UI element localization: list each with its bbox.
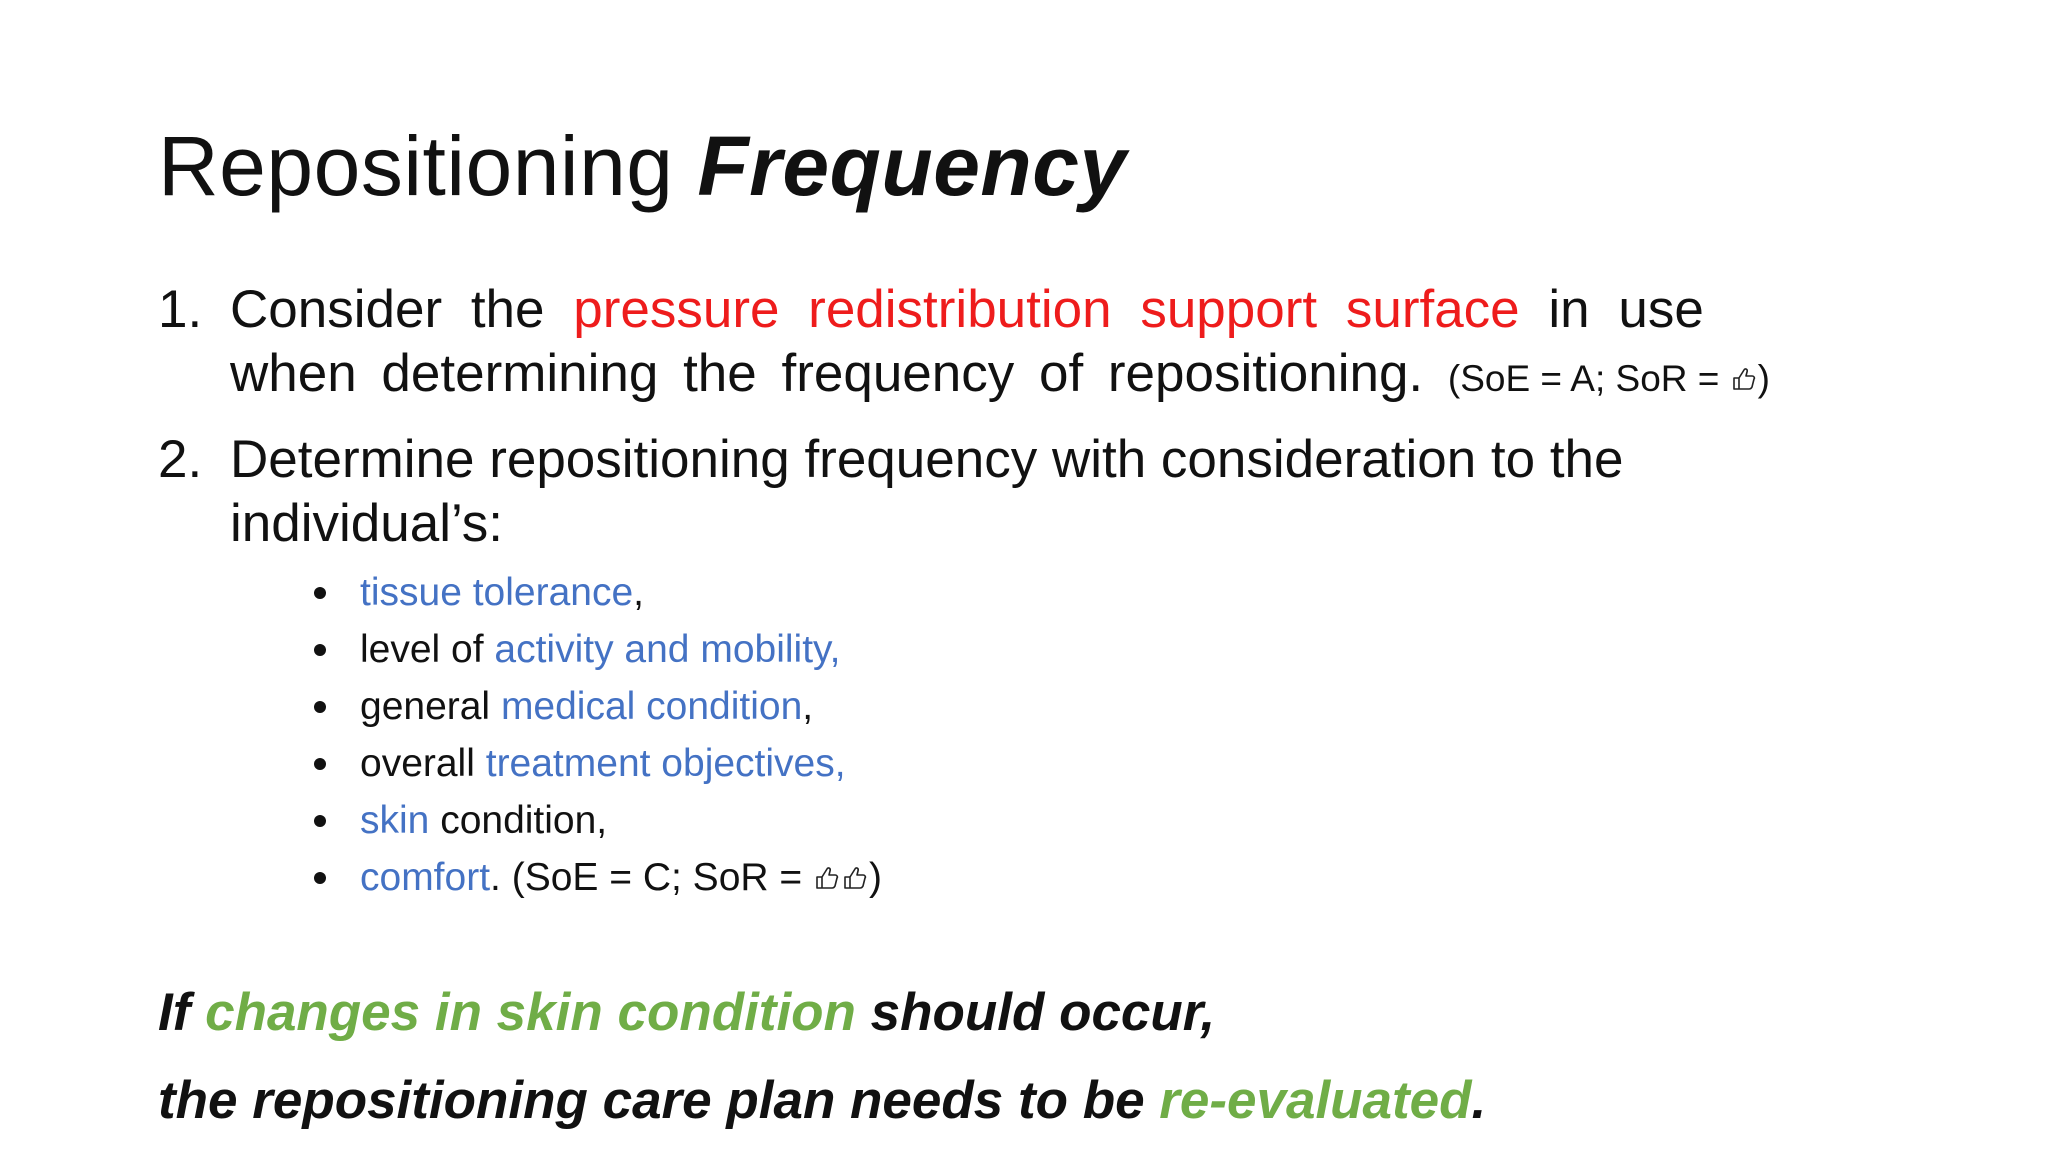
title-emphasis: Frequency (697, 119, 1127, 213)
factor-highlight: skin (360, 799, 430, 842)
evidence-rating-prefix: (SoE = A; SoR = (1447, 358, 1730, 399)
bullet-icon (314, 644, 326, 656)
thumbs-up-icon (813, 864, 841, 892)
bullet-icon (314, 758, 326, 770)
rec1-text-after: in use (1548, 280, 1704, 339)
list-item: level of activity and mobility, (310, 621, 882, 678)
recommendation-number: 1. (158, 280, 203, 339)
factor-highlight: medical condition (500, 685, 803, 728)
factor-highlight: tissue tolerance (360, 571, 634, 614)
skin-changes-highlight: changes in skin condition (205, 983, 856, 1042)
bullet-icon (314, 815, 326, 827)
thumbs-up-icon (841, 864, 869, 892)
recommendation-1-line-2 (230, 342, 1770, 411)
evidence-rating-suffix: ) (1757, 358, 1770, 399)
recommendation-2 (158, 428, 1624, 556)
factor-highlight: activity and mobility, (494, 628, 841, 671)
recommendation-2-line-1: Determine repositioning frequency with consideration to the (230, 430, 1624, 489)
re-evaluated-highlight: re-evaluated (1159, 1071, 1472, 1130)
support-surface-highlight: pressure redistribution support surface (573, 280, 1520, 339)
bullet-icon (314, 587, 326, 599)
factor-list (310, 564, 882, 906)
thumbs-up-icon (1730, 365, 1758, 393)
factor-highlight: comfort (360, 856, 491, 899)
recommendation-2-line-2: individual’s: (230, 494, 504, 553)
title-plain: Repositioning (158, 119, 674, 213)
recommendation-number: 2. (158, 430, 203, 489)
evidence-rating (1448, 358, 1770, 399)
list-item: tissue tolerance, (310, 564, 882, 621)
list-item: general medical condition, (310, 678, 882, 735)
rec1-text-before: Consider the (230, 280, 545, 339)
bullet-icon (314, 872, 326, 884)
evidence-rating-suffix: ) (869, 856, 882, 899)
bullet-icon (314, 701, 326, 713)
closing-statement-2: the repositioning care plan needs to be re-evaluated. (158, 1071, 1487, 1130)
slide-title (158, 118, 1127, 215)
list-item (310, 849, 882, 906)
evidence-rating-prefix: . (SoE = C; SoR = (490, 856, 813, 899)
recommendation-1 (158, 278, 1770, 411)
closing-statement-1: If changes in skin condition should occur, (158, 983, 1216, 1042)
list-item: skin condition, (310, 792, 882, 849)
recommendation-1-line-1 (230, 278, 1770, 342)
factor-highlight: treatment objectives, (485, 742, 846, 785)
rec1-line2-text: when determining the frequency of repositioning. (230, 344, 1424, 403)
list-item: overall treatment objectives, (310, 735, 882, 792)
